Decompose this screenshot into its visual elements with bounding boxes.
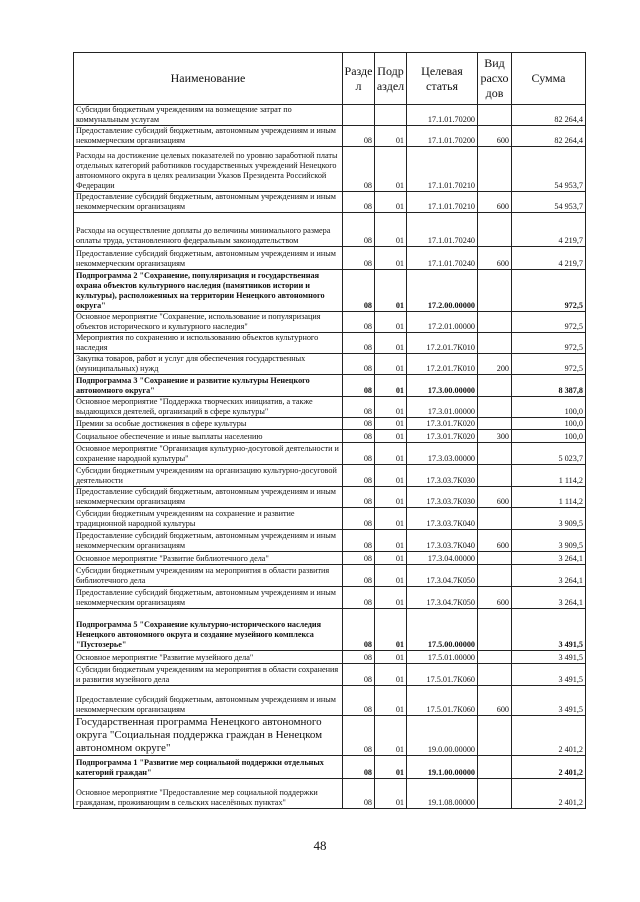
- table-row: [74, 686, 586, 716]
- cell-amount: 4 219,7: [512, 247, 586, 270]
- cell-expense-type: [478, 333, 512, 354]
- cell-subsection: 01: [375, 418, 407, 430]
- cell-expense-type: [478, 716, 512, 756]
- table-row: [74, 465, 586, 487]
- cell-expense-type: 600: [478, 192, 512, 213]
- cell-section: 08: [343, 333, 375, 354]
- cell-amount: 8 387,8: [512, 375, 586, 397]
- table-row: [74, 443, 586, 465]
- cell-subsection: 01: [375, 465, 407, 487]
- cell-expense-type: [478, 779, 512, 809]
- cell-section: 08: [343, 192, 375, 213]
- cell-expense-type: [478, 213, 512, 247]
- cell-name: Основное мероприятие "Предоставление мер социальной поддержки гражданам, проживающим в сельских населённых пунктах": [74, 779, 343, 809]
- cell-name: Премии за особые достижения в сфере культуры: [74, 418, 343, 430]
- cell-name: Основное мероприятие "Сохранение, использование и популяризация объектов исторического и культурного наследия": [74, 312, 343, 333]
- cell-expense-type: [478, 312, 512, 333]
- cell-subsection: 01: [375, 375, 407, 397]
- cell-expense-type: [478, 418, 512, 430]
- cell-section: 08: [343, 270, 375, 312]
- cell-subsection: 01: [375, 213, 407, 247]
- cell-subsection: 01: [375, 247, 407, 270]
- cell-expense-type: [478, 270, 512, 312]
- table-row: [74, 530, 586, 552]
- cell-name: Расходы на достижение целевых показателей по уровню заработной платы отдельных категорий работников государственных учреждений Ненецкого автономного округа в целях реализации Указов Президента Российской Федерации: [74, 147, 343, 192]
- cell-name: Предоставление субсидий бюджетным, автономным учреждениям и иным некоммерческим организациям: [74, 686, 343, 716]
- cell-section: 08: [343, 465, 375, 487]
- cell-section: [343, 105, 375, 126]
- cell-section: 08: [343, 716, 375, 756]
- cell-name: Предоставление субсидий бюджетным, автономным учреждениям и иным некоммерческим организациям: [74, 487, 343, 508]
- table-header-row: [74, 53, 586, 105]
- cell-expense-type: [478, 397, 512, 418]
- table-row: [74, 552, 586, 565]
- cell-target-article: 17.5.01.7К060: [407, 686, 478, 716]
- cell-target-article: 19.0.00.00000: [407, 716, 478, 756]
- cell-name: Основное мероприятие "Развитие музейного дела": [74, 651, 343, 664]
- cell-section: 08: [343, 587, 375, 609]
- cell-name: Основное мероприятие "Развитие библиотечного дела": [74, 552, 343, 565]
- cell-expense-type: [478, 552, 512, 565]
- cell-target-article: 19.1.00.00000: [407, 756, 478, 779]
- cell-subsection: 01: [375, 270, 407, 312]
- cell-subsection: 01: [375, 397, 407, 418]
- cell-section: 08: [343, 651, 375, 664]
- cell-amount: 972,5: [512, 333, 586, 354]
- cell-amount: 3 909,5: [512, 508, 586, 530]
- cell-section: 08: [343, 664, 375, 686]
- cell-target-article: 17.5.01.00000: [407, 651, 478, 664]
- cell-section: 08: [343, 686, 375, 716]
- cell-name: Субсидии бюджетным учреждениям на сохранение и развитие традиционной народной культуры: [74, 508, 343, 530]
- cell-section: 08: [343, 530, 375, 552]
- table-body: [74, 105, 586, 809]
- cell-section: 08: [343, 354, 375, 375]
- cell-expense-type: [478, 565, 512, 587]
- cell-section: 08: [343, 126, 375, 147]
- header-subsection: Подр аздел: [375, 53, 407, 105]
- cell-subsection: 01: [375, 147, 407, 192]
- cell-amount: 54 953,7: [512, 147, 586, 192]
- cell-amount: 5 023,7: [512, 443, 586, 465]
- table-row: [74, 126, 586, 147]
- cell-amount: 972,5: [512, 270, 586, 312]
- cell-expense-type: [478, 105, 512, 126]
- cell-section: 08: [343, 375, 375, 397]
- header-name: Наименование: [74, 53, 343, 105]
- table-row: [74, 587, 586, 609]
- cell-subsection: 01: [375, 552, 407, 565]
- cell-name: Предоставление субсидий бюджетным, автономным учреждениям и иным некоммерческим организациям: [74, 126, 343, 147]
- cell-name: Субсидии бюджетным учреждениям на возмещение затрат по коммунальным услугам: [74, 105, 343, 126]
- cell-target-article: 17.3.01.00000: [407, 397, 478, 418]
- cell-target-article: 17.3.01.7К020: [407, 430, 478, 443]
- header-expense-type: Вид расхо дов: [478, 53, 512, 105]
- cell-target-article: 17.3.03.7К030: [407, 465, 478, 487]
- table-row: [74, 354, 586, 375]
- cell-amount: 3 491,5: [512, 686, 586, 716]
- cell-name: Предоставление субсидий бюджетным, автономным учреждениям и иным некоммерческим организациям: [74, 247, 343, 270]
- cell-expense-type: [478, 508, 512, 530]
- cell-subsection: 01: [375, 508, 407, 530]
- cell-expense-type: 600: [478, 126, 512, 147]
- cell-amount: 100,0: [512, 397, 586, 418]
- cell-section: 08: [343, 487, 375, 508]
- cell-target-article: 17.2.00.00000: [407, 270, 478, 312]
- cell-amount: 82 264,4: [512, 126, 586, 147]
- cell-name: Субсидии бюджетным учреждениям на мероприятия в области развития библиотечного дела: [74, 565, 343, 587]
- cell-name: Подпрограмма 3 "Сохранение и развитие культуры Ненецкого автономного округа": [74, 375, 343, 397]
- cell-subsection: 01: [375, 430, 407, 443]
- cell-target-article: 17.3.04.7К050: [407, 565, 478, 587]
- cell-amount: 3 264,1: [512, 552, 586, 565]
- table-row: [74, 609, 586, 651]
- cell-section: 08: [343, 552, 375, 565]
- cell-subsection: 01: [375, 716, 407, 756]
- header-target-article: Целевая статья: [407, 53, 478, 105]
- cell-name: Социальное обеспечение и иные выплаты населению: [74, 430, 343, 443]
- cell-target-article: 17.5.01.7К060: [407, 664, 478, 686]
- table-row: [74, 651, 586, 664]
- cell-subsection: 01: [375, 354, 407, 375]
- cell-amount: 1 114,2: [512, 465, 586, 487]
- cell-name: Предоставление субсидий бюджетным, автономным учреждениям и иным некоммерческим организациям: [74, 530, 343, 552]
- cell-section: 08: [343, 443, 375, 465]
- cell-name: Субсидии бюджетным учреждениям на мероприятия в области сохранения и развития музейного дела: [74, 664, 343, 686]
- table-row: [74, 147, 586, 192]
- cell-name: Закупка товаров, работ и услуг для обеспечения государственных (муниципальных) нужд: [74, 354, 343, 375]
- table-row: [74, 213, 586, 247]
- cell-target-article: 17.5.00.00000: [407, 609, 478, 651]
- table-row: [74, 430, 586, 443]
- cell-target-article: 17.3.04.00000: [407, 552, 478, 565]
- cell-amount: 82 264,4: [512, 105, 586, 126]
- cell-subsection: 01: [375, 609, 407, 651]
- cell-amount: 54 953,7: [512, 192, 586, 213]
- cell-amount: 972,5: [512, 312, 586, 333]
- table-row: [74, 312, 586, 333]
- page-number: 48: [313, 838, 327, 853]
- cell-target-article: 17.1.01.70240: [407, 213, 478, 247]
- table-row: [74, 192, 586, 213]
- table-row: [74, 779, 586, 809]
- cell-subsection: 01: [375, 312, 407, 333]
- cell-expense-type: [478, 375, 512, 397]
- cell-expense-type: [478, 147, 512, 192]
- cell-name: Подпрограмма 1 "Развитие мер социальной поддержки отдельных категорий граждан": [74, 756, 343, 779]
- cell-expense-type: 600: [478, 247, 512, 270]
- table-row: [74, 664, 586, 686]
- cell-amount: 2 401,2: [512, 779, 586, 809]
- cell-section: 08: [343, 147, 375, 192]
- cell-amount: 1 114,2: [512, 487, 586, 508]
- cell-expense-type: 600: [478, 587, 512, 609]
- cell-name: Предоставление субсидий бюджетным, автономным учреждениям и иным некоммерческим организациям: [74, 192, 343, 213]
- cell-amount: 100,0: [512, 430, 586, 443]
- table-row: [74, 418, 586, 430]
- cell-amount: 3 491,5: [512, 651, 586, 664]
- cell-subsection: 01: [375, 686, 407, 716]
- cell-target-article: 17.3.03.00000: [407, 443, 478, 465]
- cell-target-article: 17.3.03.7К040: [407, 508, 478, 530]
- table-row: [74, 333, 586, 354]
- cell-target-article: 17.2.01.7К010: [407, 333, 478, 354]
- cell-target-article: 17.2.01.00000: [407, 312, 478, 333]
- table-row: [74, 716, 586, 756]
- table-row: [74, 756, 586, 779]
- cell-name: Подпрограмма 5 "Сохранение культурно-исторического наследия Ненецкого автономного округа и создание музейного комплекса "Пустозерье": [74, 609, 343, 651]
- table-row: [74, 487, 586, 508]
- cell-expense-type: [478, 664, 512, 686]
- cell-subsection: 01: [375, 651, 407, 664]
- table-row: [74, 105, 586, 126]
- cell-subsection: 01: [375, 333, 407, 354]
- cell-name: Подпрограмма 2 "Сохранение, популяризация и государственная охрана объектов культурного наследия (памятников истории и культуры), расположенных на территории Ненецкого автономного округа": [74, 270, 343, 312]
- table-row: [74, 397, 586, 418]
- cell-subsection: 01: [375, 779, 407, 809]
- cell-expense-type: 300: [478, 430, 512, 443]
- cell-name: Расходы на осуществление доплаты до величины минимального размера оплаты труда, установленного федеральным законодательством: [74, 213, 343, 247]
- cell-amount: 2 401,2: [512, 716, 586, 756]
- cell-section: 08: [343, 756, 375, 779]
- cell-subsection: 01: [375, 664, 407, 686]
- table-row: [74, 247, 586, 270]
- cell-section: 08: [343, 397, 375, 418]
- cell-name: Основное мероприятие "Поддержка творческих инициатив, а также выдающихся деятелей, организаций в сфере культуры": [74, 397, 343, 418]
- cell-target-article: 19.1.08.00000: [407, 779, 478, 809]
- cell-subsection: 01: [375, 443, 407, 465]
- cell-target-article: 17.3.01.7К020: [407, 418, 478, 430]
- cell-section: 08: [343, 609, 375, 651]
- table-row: [74, 375, 586, 397]
- cell-target-article: 17.1.01.70240: [407, 247, 478, 270]
- cell-amount: 3 264,1: [512, 565, 586, 587]
- cell-subsection: 01: [375, 530, 407, 552]
- header-section: Разде л: [343, 53, 375, 105]
- cell-expense-type: [478, 609, 512, 651]
- cell-target-article: 17.2.01.7К010: [407, 354, 478, 375]
- cell-amount: 3 264,1: [512, 587, 586, 609]
- cell-name: Предоставление субсидий бюджетным, автономным учреждениям и иным некоммерческим организациям: [74, 587, 343, 609]
- cell-amount: 2 401,2: [512, 756, 586, 779]
- cell-section: 08: [343, 213, 375, 247]
- cell-section: 08: [343, 779, 375, 809]
- cell-expense-type: 600: [478, 686, 512, 716]
- cell-expense-type: [478, 756, 512, 779]
- cell-section: 08: [343, 312, 375, 333]
- cell-target-article: 17.1.01.70200: [407, 126, 478, 147]
- cell-target-article: 17.3.03.7К040: [407, 530, 478, 552]
- cell-amount: 100,0: [512, 418, 586, 430]
- cell-target-article: 17.3.03.7К030: [407, 487, 478, 508]
- cell-expense-type: 600: [478, 530, 512, 552]
- cell-subsection: 01: [375, 192, 407, 213]
- table-row: [74, 565, 586, 587]
- cell-name: Основное мероприятие "Организация культурно-досуговой деятельности и сохранение народной культуры": [74, 443, 343, 465]
- cell-amount: 3 909,5: [512, 530, 586, 552]
- table-row: [74, 270, 586, 312]
- cell-target-article: 17.1.01.70200: [407, 105, 478, 126]
- cell-section: 08: [343, 418, 375, 430]
- cell-expense-type: [478, 465, 512, 487]
- cell-expense-type: 600: [478, 487, 512, 508]
- table-row: [74, 508, 586, 530]
- cell-subsection: 01: [375, 126, 407, 147]
- budget-table: [73, 52, 586, 809]
- cell-amount: 972,5: [512, 354, 586, 375]
- cell-target-article: 17.1.01.70210: [407, 192, 478, 213]
- cell-subsection: 01: [375, 565, 407, 587]
- cell-amount: 3 491,5: [512, 609, 586, 651]
- cell-section: 08: [343, 247, 375, 270]
- cell-target-article: 17.1.01.70210: [407, 147, 478, 192]
- cell-amount: 3 491,5: [512, 664, 586, 686]
- cell-section: 08: [343, 508, 375, 530]
- header-amount: Сумма: [512, 53, 586, 105]
- cell-expense-type: [478, 651, 512, 664]
- cell-subsection: 01: [375, 587, 407, 609]
- cell-expense-type: 200: [478, 354, 512, 375]
- cell-name: Мероприятия по сохранению и использованию объектов культурного наследия: [74, 333, 343, 354]
- cell-expense-type: [478, 443, 512, 465]
- cell-name: Субсидии бюджетным учреждениям на организацию культурно-досуговой деятельности: [74, 465, 343, 487]
- cell-name: Государственная программа Ненецкого автономного округа "Социальная поддержка граждан в Ненецком автономном округе": [74, 716, 343, 756]
- cell-amount: 4 219,7: [512, 213, 586, 247]
- cell-section: 08: [343, 430, 375, 443]
- cell-section: 08: [343, 565, 375, 587]
- cell-subsection: 01: [375, 756, 407, 779]
- cell-subsection: 01: [375, 487, 407, 508]
- cell-target-article: 17.3.04.7К050: [407, 587, 478, 609]
- cell-target-article: 17.3.00.00000: [407, 375, 478, 397]
- cell-subsection: [375, 105, 407, 126]
